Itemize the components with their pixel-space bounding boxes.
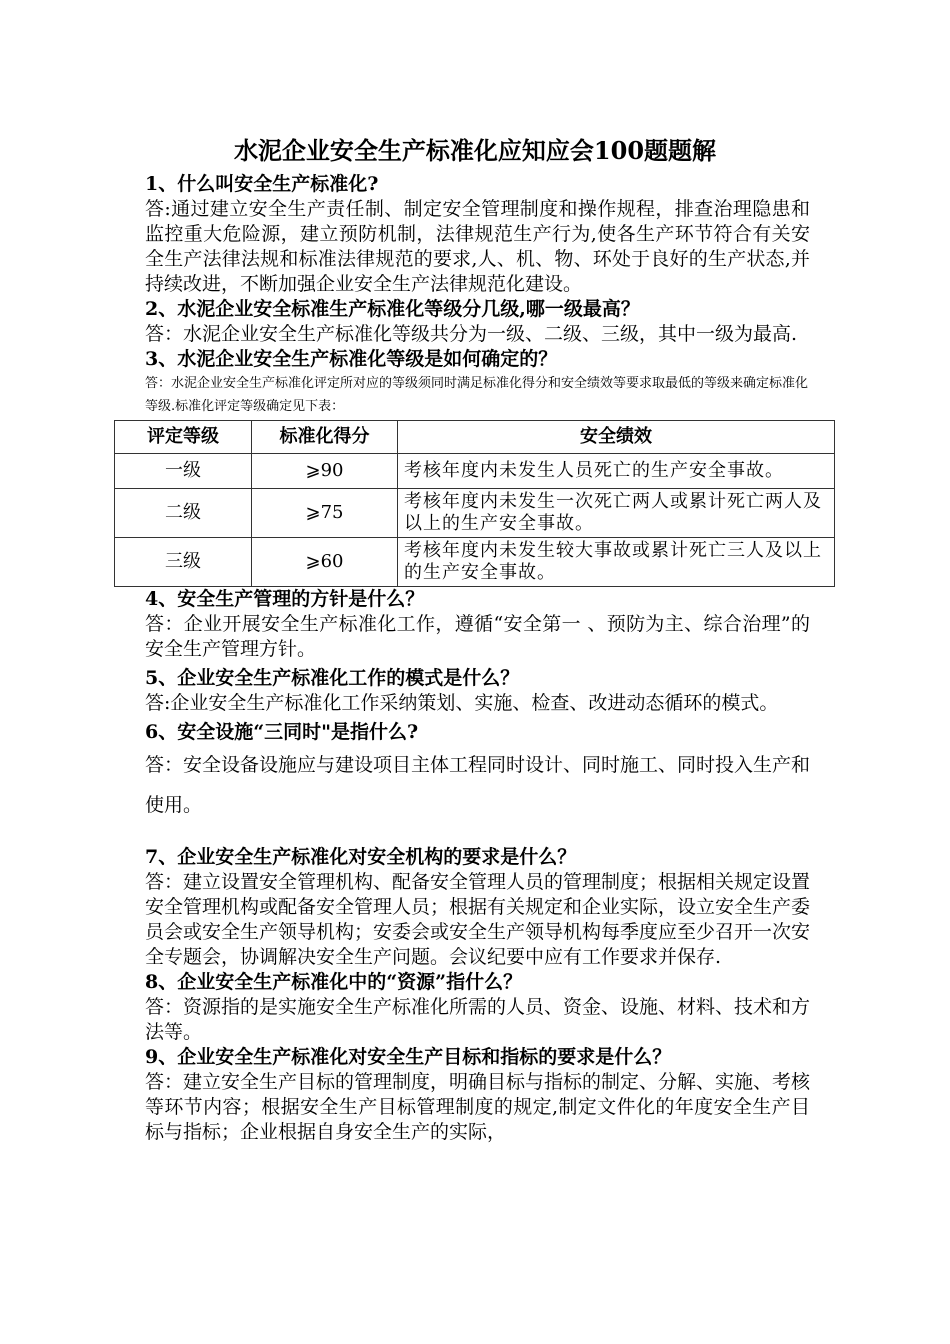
table-row — [115, 454, 835, 489]
table-cell-grade: 二级 — [115, 489, 252, 538]
question-1: 1、什么叫安全生产标准化? — [145, 173, 379, 195]
question-6: 6、安全设施“三同时"是指什么? — [145, 721, 419, 743]
question-3: 3、水泥企业安全生产标准化等级是如何确定的？ — [145, 348, 558, 370]
document-title: 水泥企业安全生产标准化应知应会100题题解 — [233, 136, 717, 165]
grade-table — [114, 420, 835, 587]
question-9: 9、企业安全生产标准化对安全生产目标和指标的要求是什么？ — [145, 1046, 672, 1068]
answer-8: 答：资源指的是实施安全生产标准化所需的人员、资金、设施、材料、技术和方法等。 — [145, 996, 811, 1043]
answer-6: 答：安全设备设施应与建设项目主体工程同时设计、同时施工、同时投入生产和使用。 — [145, 754, 811, 816]
table-cell-performance: 考核年度内未发生人员死亡的生产安全事故。 — [398, 454, 835, 489]
question-5: 5、企业安全生产标准化工作的模式是什么？ — [145, 667, 520, 689]
answer-1: 答:通过建立安全生产责任制、制定安全管理制度和操作规程，排查治理隐患和监控重大危险源，建立预防机制，法律规范生产行为,使各生产环节符合有关安全生产法律法规和标准法律规范的要求,人、机、物、环处于良好的生产状态,并持续改进，不断加强企业安全生产法律规范化建设。 — [145, 198, 810, 295]
question-7: 7、企业安全生产标准化对安全机构的要求是什么？ — [145, 846, 577, 868]
question-4: 4、安全生产管理的方针是什么？ — [145, 588, 425, 610]
answer-7: 答：建立设置安全管理机构、配备安全管理人员的管理制度；根据相关规定设置安全管理机构或配备安全管理人员；根据有关规定和企业实际，设立安全生产委员会或安全生产领导机构；安委会或安全生产领导机构每季度应至少召开一次安全专题会，协调解决安全生产问题。会议纪要中应有工作要求并保存. — [145, 871, 811, 968]
table-cell-score: ⩾90 — [252, 454, 398, 489]
table-cell-performance: 考核年度内未发生较大事故或累计死亡三人及以上的生产安全事故。 — [398, 538, 835, 587]
table-cell-grade: 一级 — [115, 454, 252, 489]
answer-5: 答:企业安全生产标准化工作采纳策划、实施、检查、改进动态循环的模式。 — [145, 692, 779, 714]
table-row — [115, 489, 835, 538]
table-cell-grade: 三级 — [115, 538, 252, 587]
table-header-score: 标准化得分 — [252, 421, 398, 454]
table-header-performance: 安全绩效 — [398, 421, 835, 454]
table-header-row — [115, 421, 835, 454]
spacer — [145, 825, 810, 845]
question-2: 2、水泥企业安全标准生产标准化等级分几级,哪一级最高？ — [145, 298, 640, 320]
table-row — [115, 538, 835, 587]
answer-9: 答：建立安全生产目标的管理制度，明确目标与指标的制定、分解、实施、考核等环节内容；根据安全生产目标管理制度的规定,制定文件化的年度安全生产目标与指标；企业根据自身安全生产的实际， — [145, 1071, 811, 1143]
table-cell-performance: 考核年度内未发生一次死亡两人或累计死亡两人及以上的生产安全事故。 — [398, 489, 835, 538]
answer-2: 答：水泥企业安全生产标准化等级共分为一级、二级、三级，其中一级为最高. — [145, 323, 798, 345]
answer-4: 答：企业开展安全生产标准化工作，遵循“安全第一 、预防为主、综合治理”的安全生产管理方针。 — [145, 613, 810, 660]
table-header-grade: 评定等级 — [115, 421, 252, 454]
question-8: 8、企业安全生产标准化中的“资源”指什么？ — [145, 971, 523, 993]
table-cell-score: ⩾75 — [252, 489, 398, 538]
table-cell-score: ⩾60 — [252, 538, 398, 587]
document-body — [145, 172, 822, 1145]
answer-3: 答：水泥企业安全生产标准化评定所对应的等级须同时满足标准化得分和安全绩效等要求取最低的等级来确定标准化等级.标准化评定等级确定见下表： — [145, 376, 809, 414]
